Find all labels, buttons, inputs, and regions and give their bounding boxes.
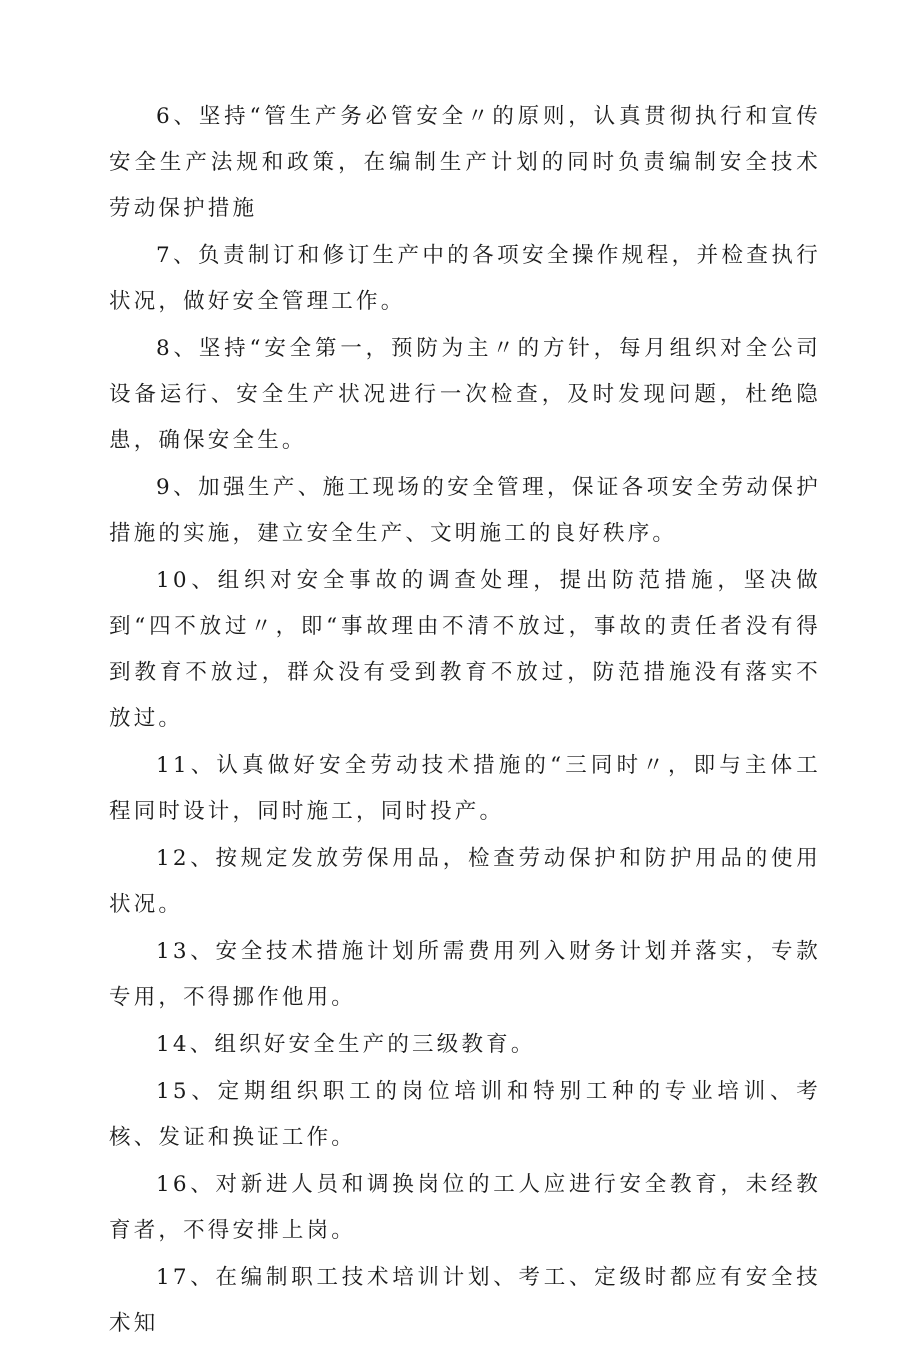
paragraph-item-12: 12、按规定发放劳保用品，检查劳动保护和防护用品的使用状况。 [109,846,821,917]
paragraph-item-11: 11、认真做好安全劳动技术措施的“三同时〃，即与主体工程同时设计，同时施工，同时投产。 [109,753,821,824]
document-body [109,94,821,1348]
paragraph-item-9: 9、加强生产、施工现场的安全管理，保证各项安全劳动保护措施的实施，建立安全生产、文明施工的良好秩序。 [109,475,821,546]
paragraph-item-8: 8、坚持“安全第一，预防为主〃的方针，每月组织对全公司设备运行、安全生产状况进行一次检查，及时发现问题，杜绝隐患，确保安全生。 [109,336,821,453]
paragraph-item-6: 6、坚持“管生产务必管安全〃的原则，认真贯彻执行和宣传安全生产法规和政策，在编制生产计划的同时负责编制安全技术劳动保护措施 [109,104,821,221]
paragraph-item-7: 7、负责制订和修订生产中的各项安全操作规程，并检查执行状况，做好安全管理工作。 [109,243,821,314]
paragraph-item-16: 16、对新进人员和调换岗位的工人应进行安全教育，未经教育者，不得安排上岗。 [109,1172,821,1243]
paragraph-item-15: 15、定期组织职工的岗位培训和特别工种的专业培训、考核、发证和换证工作。 [109,1079,821,1150]
paragraph-item-14: 14、组织好安全生产的三级教育。 [156,1032,536,1057]
paragraph-item-10: 10、组织对安全事故的调查处理，提出防范措施，坚决做到“四不放过〃，即“事故理由不清不放过，事故的责任者没有得到教育不放过，群众没有受到教育不放过，防范措施没有落实不放过。 [109,568,821,731]
paragraph-item-17: 17、在编制职工技术培训计划、考工、定级时都应有安全技术知 [109,1265,821,1336]
paragraph-item-13: 13、安全技术措施计划所需费用列入财务计划并落实，专款专用，不得挪作他用。 [109,939,821,1010]
